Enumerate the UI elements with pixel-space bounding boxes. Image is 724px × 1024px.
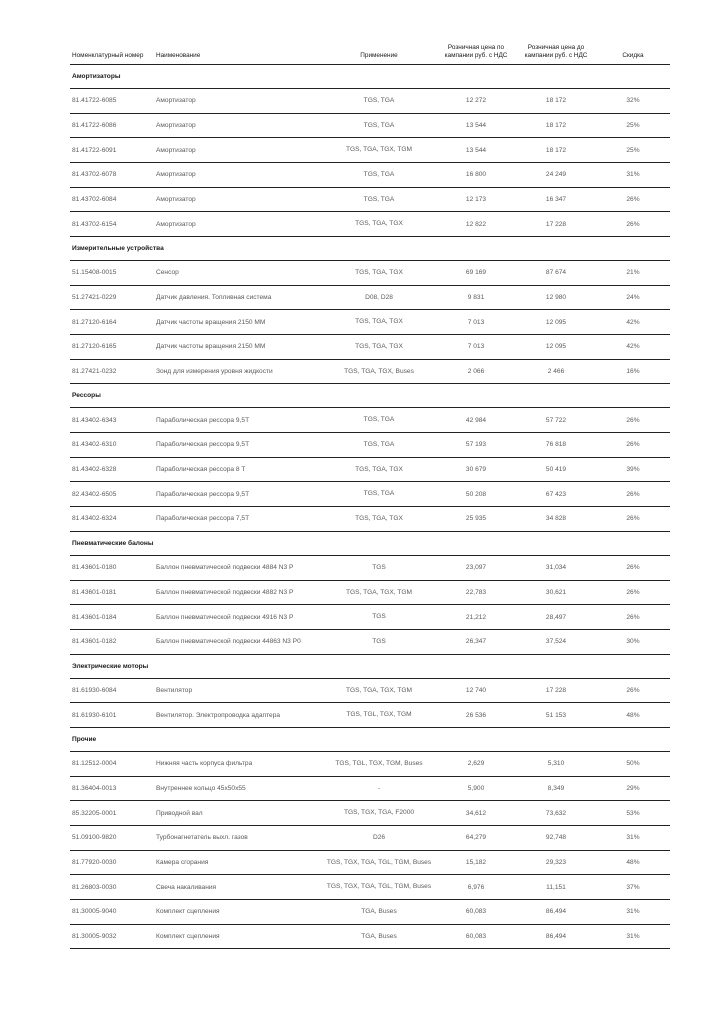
price-before-cell: 92,748: [516, 826, 596, 851]
table-row: [70, 580, 670, 605]
name-cell: Комплект сцепления: [154, 900, 322, 925]
table-row: [70, 900, 670, 925]
price-campaign-cell: 22,783: [436, 580, 516, 605]
section-title: Измерительные устройства: [70, 236, 670, 260]
table-row: [70, 88, 670, 113]
table-row: [70, 678, 670, 703]
discount-cell: 29%: [596, 776, 670, 801]
price-before-cell: 51 153: [516, 703, 596, 728]
code-cell: 81.36404-0013: [70, 776, 154, 801]
table-row: [70, 285, 670, 310]
discount-cell: 26%: [596, 408, 670, 433]
price-before-cell: 11,151: [516, 875, 596, 900]
price-before-cell: 17 228: [516, 212, 596, 237]
table-row: [70, 408, 670, 433]
table-row: [70, 113, 670, 138]
discount-cell: 42%: [596, 310, 670, 335]
price-table: [70, 44, 670, 949]
application-cell: TGS, TGA: [322, 433, 436, 458]
code-cell: 81.26803-0030: [70, 875, 154, 900]
application-cell: TGS, TGL, TGX, TGM: [322, 703, 436, 728]
price-campaign-cell: 57 193: [436, 433, 516, 458]
price-before-cell: 17 228: [516, 678, 596, 703]
table-row: [70, 482, 670, 507]
table-row: [70, 507, 670, 532]
name-cell: Параболическая рессора 9,5T: [154, 408, 322, 433]
code-cell: 81.27120-6165: [70, 335, 154, 360]
price-campaign-cell: 13 544: [436, 138, 516, 163]
name-cell: Баллон пневматической подвески 4916 N3 P: [154, 605, 322, 630]
header-discount: Скидка: [596, 44, 670, 64]
header-price-before: Розничная цена до кампании руб. с НДС: [516, 44, 596, 64]
name-cell: Приводной вал: [154, 801, 322, 826]
name-cell: Сенсор: [154, 260, 322, 285]
name-cell: Баллон пневматической подвески 44863 N3 P0: [154, 629, 322, 654]
price-campaign-cell: 26 536: [436, 703, 516, 728]
discount-cell: 53%: [596, 801, 670, 826]
table-row: [70, 629, 670, 654]
price-campaign-cell: 12 173: [436, 187, 516, 212]
discount-cell: 21%: [596, 260, 670, 285]
name-cell: Амортизатор: [154, 138, 322, 163]
price-campaign-cell: 12 272: [436, 88, 516, 113]
code-cell: 81.43601-0180: [70, 555, 154, 580]
section-title: Пневматические балоны: [70, 531, 670, 555]
application-cell: TGS, TGA: [322, 162, 436, 187]
application-cell: TGS, TGA: [322, 187, 436, 212]
section-title: Рессоры: [70, 384, 670, 408]
price-campaign-cell: 5,900: [436, 776, 516, 801]
price-before-cell: 12 095: [516, 335, 596, 360]
discount-cell: 39%: [596, 457, 670, 482]
name-cell: Амортизатор: [154, 187, 322, 212]
application-cell: TGS: [322, 555, 436, 580]
price-before-cell: 18 172: [516, 88, 596, 113]
code-cell: 81.41722-6091: [70, 138, 154, 163]
header-code: Номенклатурный номер: [70, 44, 154, 64]
discount-cell: 42%: [596, 335, 670, 360]
price-before-cell: 28,497: [516, 605, 596, 630]
application-cell: TGS, TGA: [322, 482, 436, 507]
application-cell: TGS, TGX, TGA, TGL, TGM, Buses: [322, 875, 436, 900]
name-cell: Датчик частоты вращения 2150 MM: [154, 310, 322, 335]
price-before-cell: 2 466: [516, 359, 596, 384]
price-before-cell: 31,034: [516, 555, 596, 580]
code-cell: 81.27421-0232: [70, 359, 154, 384]
header-price-campaign: Розничная цена по кампании руб. с НДС: [436, 44, 516, 64]
section-title: Прочие: [70, 727, 670, 751]
section-header-row: [70, 727, 670, 751]
code-cell: 81.77920-0030: [70, 850, 154, 875]
price-campaign-cell: 64,279: [436, 826, 516, 851]
application-cell: TGS, TGA, TGX, TGM: [322, 138, 436, 163]
header-application: Применение: [322, 44, 436, 64]
table-header: [70, 44, 670, 64]
code-cell: 51.09100-9820: [70, 826, 154, 851]
price-before-cell: 34 828: [516, 507, 596, 532]
application-cell: TGS, TGL, TGX, TGM, Buses: [322, 751, 436, 776]
price-before-cell: 50 419: [516, 457, 596, 482]
price-before-cell: 73,632: [516, 801, 596, 826]
price-campaign-cell: 26,347: [436, 629, 516, 654]
application-cell: TGS, TGA, TGX: [322, 310, 436, 335]
price-campaign-cell: 13 544: [436, 113, 516, 138]
name-cell: Датчик давления. Топливная система: [154, 285, 322, 310]
price-campaign-cell: 34,612: [436, 801, 516, 826]
price-before-cell: 5,310: [516, 751, 596, 776]
application-cell: TGS, TGA: [322, 408, 436, 433]
price-before-cell: 12 095: [516, 310, 596, 335]
discount-cell: 31%: [596, 924, 670, 949]
application-cell: TGS, TGA, TGX: [322, 260, 436, 285]
discount-cell: 31%: [596, 900, 670, 925]
table-row: [70, 138, 670, 163]
name-cell: Свеча накаливания: [154, 875, 322, 900]
name-cell: Датчик частоты вращения 2150 MM: [154, 335, 322, 360]
name-cell: Камера сгорания: [154, 850, 322, 875]
name-cell: Турбонагнетатель выхл. газов: [154, 826, 322, 851]
application-cell: TGS, TGA, TGX: [322, 507, 436, 532]
table-row: [70, 801, 670, 826]
discount-cell: 24%: [596, 285, 670, 310]
table-row: [70, 555, 670, 580]
code-cell: 85.32205-0001: [70, 801, 154, 826]
table-row: [70, 875, 670, 900]
price-before-cell: 87 674: [516, 260, 596, 285]
price-campaign-cell: 23,097: [436, 555, 516, 580]
code-cell: 81.43702-6078: [70, 162, 154, 187]
application-cell: TGS, TGX, TGA, TGL, TGM, Buses: [322, 850, 436, 875]
price-campaign-cell: 50 208: [436, 482, 516, 507]
table-row: [70, 260, 670, 285]
price-before-cell: 12 980: [516, 285, 596, 310]
price-before-cell: 76 818: [516, 433, 596, 458]
discount-cell: 26%: [596, 187, 670, 212]
price-campaign-cell: 9 831: [436, 285, 516, 310]
section-header-row: [70, 64, 670, 88]
name-cell: Параболическая рессора 9,5T: [154, 433, 322, 458]
code-cell: 81.43601-0181: [70, 580, 154, 605]
discount-cell: 26%: [596, 212, 670, 237]
table-row: [70, 703, 670, 728]
application-cell: TGA, Buses: [322, 924, 436, 949]
code-cell: 81.43601-0182: [70, 629, 154, 654]
name-cell: Вентилятор: [154, 678, 322, 703]
price-before-cell: 16 347: [516, 187, 596, 212]
application-cell: TGS, TGA: [322, 88, 436, 113]
code-cell: 81.61930-6101: [70, 703, 154, 728]
price-campaign-cell: 21,212: [436, 605, 516, 630]
application-cell: D26: [322, 826, 436, 851]
name-cell: Нижняя часть корпуса фильтра: [154, 751, 322, 776]
price-campaign-cell: 42 984: [436, 408, 516, 433]
price-before-cell: 37,524: [516, 629, 596, 654]
price-before-cell: 57 722: [516, 408, 596, 433]
code-cell: 81.43402-6324: [70, 507, 154, 532]
discount-cell: 48%: [596, 703, 670, 728]
price-campaign-cell: 60,083: [436, 924, 516, 949]
code-cell: 81.43402-6343: [70, 408, 154, 433]
discount-cell: 26%: [596, 507, 670, 532]
table-row: [70, 335, 670, 360]
name-cell: Амортизатор: [154, 88, 322, 113]
table-row: [70, 187, 670, 212]
code-cell: 81.43402-6328: [70, 457, 154, 482]
application-cell: D08, D28: [322, 285, 436, 310]
application-cell: TGS, TGA, TGX: [322, 212, 436, 237]
name-cell: Зонд для измерения уровня жидкости: [154, 359, 322, 384]
application-cell: TGS, TGX, TGA, F2000: [322, 801, 436, 826]
section-header-row: [70, 654, 670, 678]
discount-cell: 26%: [596, 482, 670, 507]
section-title: Электрические моторы: [70, 654, 670, 678]
section-header-row: [70, 384, 670, 408]
price-campaign-cell: 7 013: [436, 335, 516, 360]
table-body: [70, 64, 670, 949]
price-before-cell: 18 172: [516, 113, 596, 138]
section-header-row: [70, 531, 670, 555]
name-cell: Комплект сцепления: [154, 924, 322, 949]
application-cell: TGS, TGA, TGX, TGM: [322, 580, 436, 605]
code-cell: 81.27120-6164: [70, 310, 154, 335]
discount-cell: 37%: [596, 875, 670, 900]
discount-cell: 26%: [596, 580, 670, 605]
table-row: [70, 605, 670, 630]
table-row: [70, 457, 670, 482]
discount-cell: 26%: [596, 433, 670, 458]
table-row: [70, 433, 670, 458]
name-cell: Баллон пневматической подвески 4884 N3 P: [154, 555, 322, 580]
discount-cell: 26%: [596, 605, 670, 630]
price-before-cell: 86,494: [516, 924, 596, 949]
application-cell: -: [322, 776, 436, 801]
discount-cell: 48%: [596, 850, 670, 875]
table-row: [70, 310, 670, 335]
price-before-cell: 30,621: [516, 580, 596, 605]
price-campaign-cell: 15,182: [436, 850, 516, 875]
code-cell: 81.61930-6084: [70, 678, 154, 703]
price-before-cell: 18 172: [516, 138, 596, 163]
table-row: [70, 826, 670, 851]
application-cell: TGS: [322, 605, 436, 630]
price-campaign-cell: 6,976: [436, 875, 516, 900]
section-header-row: [70, 236, 670, 260]
price-before-cell: 67 423: [516, 482, 596, 507]
code-cell: 82.43402-6505: [70, 482, 154, 507]
application-cell: TGS, TGA, TGX, Buses: [322, 359, 436, 384]
price-campaign-cell: 12 740: [436, 678, 516, 703]
section-title: Амортизаторы: [70, 64, 670, 88]
code-cell: 81.43601-0184: [70, 605, 154, 630]
table-row: [70, 850, 670, 875]
price-before-cell: 24 249: [516, 162, 596, 187]
discount-cell: 30%: [596, 629, 670, 654]
table-row: [70, 359, 670, 384]
price-campaign-cell: 16 800: [436, 162, 516, 187]
application-cell: TGS, TGA, TGX, TGM: [322, 678, 436, 703]
name-cell: Амортизатор: [154, 212, 322, 237]
price-campaign-cell: 7 013: [436, 310, 516, 335]
code-cell: 81.43402-6310: [70, 433, 154, 458]
table-row: [70, 776, 670, 801]
table-row: [70, 751, 670, 776]
price-campaign-cell: 12 822: [436, 212, 516, 237]
discount-cell: 26%: [596, 555, 670, 580]
code-cell: 51.27421-0229: [70, 285, 154, 310]
price-before-cell: 29,323: [516, 850, 596, 875]
code-cell: 81.43702-6154: [70, 212, 154, 237]
price-campaign-cell: 2 066: [436, 359, 516, 384]
discount-cell: 31%: [596, 162, 670, 187]
application-cell: TGS, TGA, TGX: [322, 335, 436, 360]
name-cell: Баллон пневматической подвески 4882 N3 P: [154, 580, 322, 605]
discount-cell: 26%: [596, 678, 670, 703]
header-name: Наименование: [154, 44, 322, 64]
discount-cell: 32%: [596, 88, 670, 113]
discount-cell: 25%: [596, 113, 670, 138]
code-cell: 81.30005-9032: [70, 924, 154, 949]
name-cell: Амортизатор: [154, 162, 322, 187]
table-row: [70, 162, 670, 187]
application-cell: TGS: [322, 629, 436, 654]
name-cell: Параболическая рессора 9,5T: [154, 482, 322, 507]
price-campaign-cell: 2,629: [436, 751, 516, 776]
price-campaign-cell: 30 679: [436, 457, 516, 482]
application-cell: TGS, TGA, TGX: [322, 457, 436, 482]
table-row: [70, 212, 670, 237]
name-cell: Внутреннее кольцо 45x50x55: [154, 776, 322, 801]
discount-cell: 50%: [596, 751, 670, 776]
name-cell: Амортизатор: [154, 113, 322, 138]
name-cell: Вентилятор. Электропроводка адаптера: [154, 703, 322, 728]
code-cell: 51.15408-0015: [70, 260, 154, 285]
table-row: [70, 924, 670, 949]
application-cell: TGA, Buses: [322, 900, 436, 925]
code-cell: 81.43702-6084: [70, 187, 154, 212]
price-campaign-cell: 69 169: [436, 260, 516, 285]
application-cell: TGS, TGA: [322, 113, 436, 138]
code-cell: 81.41722-6085: [70, 88, 154, 113]
price-campaign-cell: 25 935: [436, 507, 516, 532]
discount-cell: 16%: [596, 359, 670, 384]
name-cell: Параболическая рессора 7,5T: [154, 507, 322, 532]
price-campaign-cell: 60,083: [436, 900, 516, 925]
discount-cell: 25%: [596, 138, 670, 163]
code-cell: 81.41722-6086: [70, 113, 154, 138]
discount-cell: 31%: [596, 826, 670, 851]
code-cell: 81.12512-0004: [70, 751, 154, 776]
code-cell: 81.30005-9040: [70, 900, 154, 925]
name-cell: Параболическая рессора 8 T: [154, 457, 322, 482]
price-before-cell: 86,494: [516, 900, 596, 925]
price-before-cell: 8,349: [516, 776, 596, 801]
